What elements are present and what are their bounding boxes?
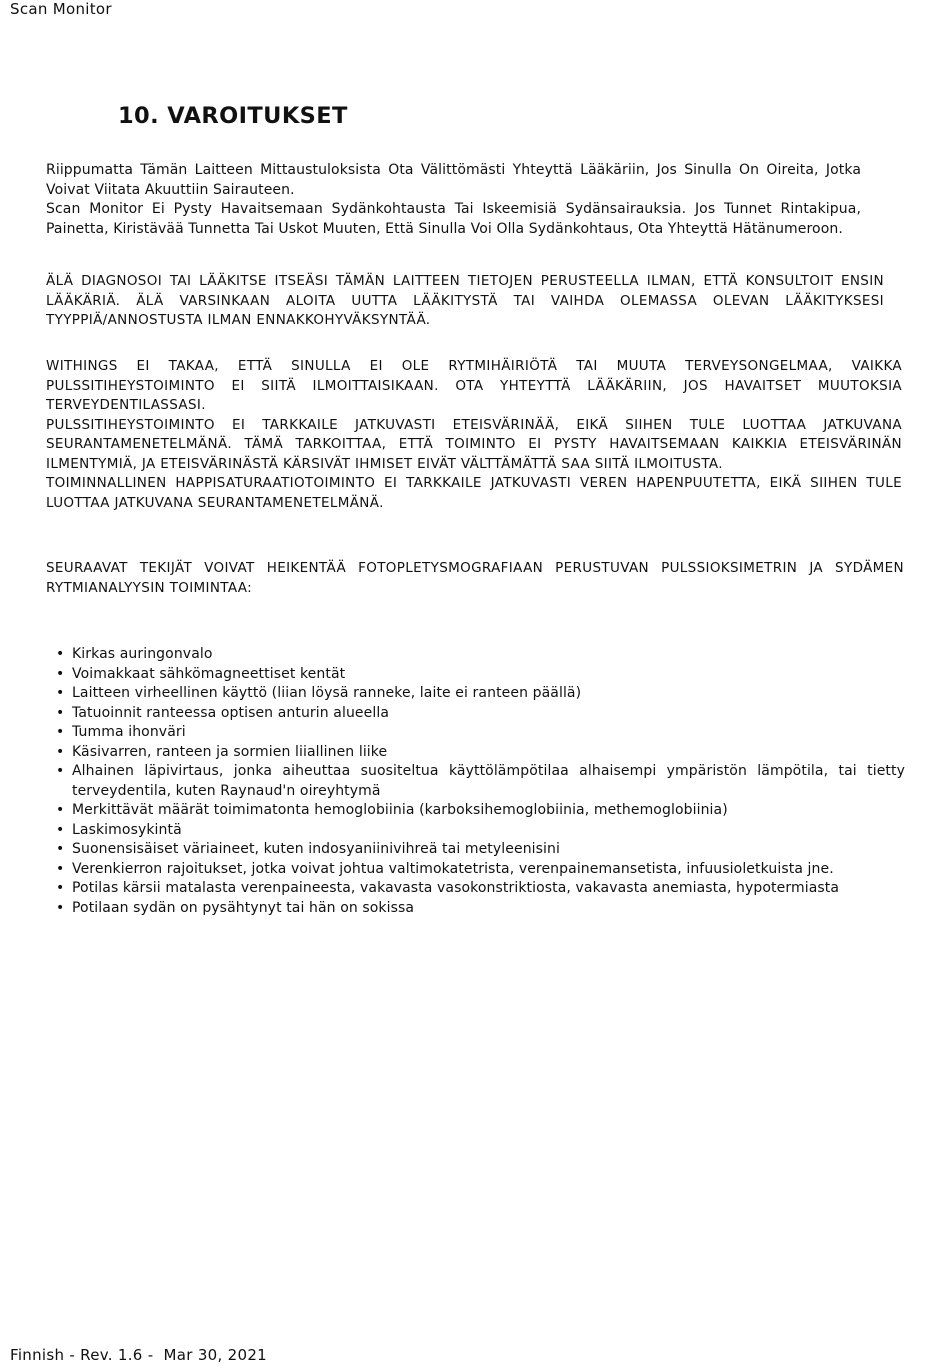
bullet-icon: • [56, 899, 65, 916]
warning-diagnose-paragraph [46, 272, 884, 331]
list-item: • Tumma ihonväri [56, 723, 905, 743]
bullet-icon: • [56, 724, 65, 740]
bullet-icon: • [56, 646, 65, 662]
factors-list [56, 645, 905, 918]
bullet-icon: • [56, 704, 65, 721]
warning-diagnose-text: ÄLÄ DIAGNOSOI TAI LÄÄKITSE ITSEÄSI TÄMÄN LAITTEEN TIETOJEN PERUSTEELLA ILMAN, ETTÄ KONSULTOIT ENSIN LÄÄKÄRIÄ. ÄLÄ VARSINKAAN ALOITA UUTTA LÄÄKITYSTÄ TAI VAIHDA OLEMASSA OLEVAN LÄÄKITYKSESI TYYPPIÄ/ANNOSTUSTA ILMAN ENNAKKOHYVÄKSYNTÄÄ. [46, 273, 884, 328]
footer-revision: Finnish - Rev. 1.6 - Mar 30, 2021 [10, 1346, 268, 1364]
bullet-icon: • [56, 743, 65, 760]
intro-line: Riippumatta Tämän Laitteen Mittaustuloksista Ota Välittömästi Yhteyttä Lääkäriin, Jos Sinulla On Oireita, Jotka Voivat Viitata Akuuttiin Sairauteen. [46, 162, 861, 198]
warning-withings-line: WITHINGS EI TAKAA, ETTÄ SINULLA EI OLE RYTMIHÄIRIÖTÄ TAI MUUTA TERVEYSONGELMAA, VAIKKA PULSSITIHEYSTOIMINTO EI SIITÄ ILMOITTAISIKAAN. OTA YHTEYTTÄ LÄÄKÄRIIN, JOS HAVAITSET MUUTOKSIA TERVEYDENTILASSASI. [46, 358, 902, 413]
list-item: • Alhainen läpivirtaus, jonka aiheuttaa suositeltua käyttölämpötilaa alhaisempi ympäristön lämpötila, tai tietty terveydentila, kuten Raynaud'n oireyhtymä [56, 763, 905, 799]
list-item: • Verenkierron rajoitukset, jotka voivat johtua valtimokatetrista, verenpainemansetista, infuusioletkuista jne. [56, 860, 905, 880]
bullet-icon: • [56, 841, 65, 857]
bullet-icon: • [56, 665, 65, 682]
list-item: • Voimakkaat sähkömagneettiset kentät [56, 665, 905, 685]
list-item: • Käsivarren, ranteen ja sormien liiallinen liike [56, 743, 905, 763]
bullet-icon: • [56, 821, 65, 838]
factors-intro-text: SEURAAVAT TEKIJÄT VOIVAT HEIKENTÄÄ FOTOPLETYSMOGRAFIAAN PERUSTUVAN PULSSIOKSIMETRIN JA SYDÄMEN RYTMIANALYYSIN TOIMINTAA: [46, 560, 904, 596]
warning-withings-line: TOIMINNALLINEN HAPPISATURAATIOTOIMINTO EI TARKKAILE JATKUVASTI VEREN HAPENPUUTETTA, EIKÄ SIIHEN TULE LUOTTAA JATKUVANA SEURANTAMENETELMÄNÄ. [46, 475, 902, 511]
list-item: • Laitteen virheellinen käyttö (liian löysä ranneke, laite ei ranteen päällä) [56, 684, 905, 704]
bullet-icon: • [56, 685, 65, 701]
list-item: • Potilaan sydän on pysähtynyt tai hän on sokissa [56, 899, 905, 919]
intro-paragraph [46, 161, 861, 239]
section-title: 10. VAROITUKSET [118, 103, 348, 129]
list-item: • Merkittävät määrät toimimatonta hemoglobiinia (karboksihemoglobiinia, methemoglobiinia) [56, 801, 905, 821]
bullet-icon: • [56, 763, 65, 779]
bullet-icon: • [56, 802, 65, 818]
factors-intro-paragraph [46, 559, 904, 598]
intro-line: Scan Monitor Ei Pysty Havaitsemaan Sydänkohtausta Tai Iskeemisiä Sydänsairauksia. Jos Tunnet Rintakipua, Painetta, Kiristävää Tunnetta Tai Uskot Muuten, Että Sinulla Voi Olla Sydänkohtaus, Ota Yhteyttä Hätänumeroon. [46, 201, 861, 237]
list-item: • Potilas kärsii matalasta verenpaineesta, vakavasta vasokonstriktiosta, vakavasta anemiasta, hypotermiasta [56, 879, 905, 899]
warning-withings-paragraph [46, 357, 902, 513]
bullet-icon: • [56, 860, 65, 877]
list-item: • Laskimosykintä [56, 821, 905, 841]
bullet-icon: • [56, 880, 65, 896]
list-item: • Tatuoinnit ranteessa optisen anturin alueella [56, 704, 905, 724]
list-item: • Suonensisäiset väriaineet, kuten indosyaniinivihreä tai metyleenisini [56, 840, 905, 860]
warning-withings-line: PULSSITIHEYSTOIMINTO EI TARKKAILE JATKUVASTI ETEISVÄRINÄÄ, EIKÄ SIIHEN TULE LUOTTAA JATKUVANA SEURANTAMENETELMÄNÄ. TÄMÄ TARKOITTAA, ETTÄ TOIMINTO EI PYSTY HAVAITSEMAAN KAIKKIA ETEISVÄRINÄN ILMENTYMIÄ, JA ETEISVÄRINÄSTÄ KÄRSIVÄT IHMISET EIVÄT VÄLTTÄMÄTTÄ SAA SIITÄ ILMOITUSTA. [46, 416, 902, 472]
list-item: • Kirkas auringonvalo [56, 645, 905, 665]
header-app-name: Scan Monitor [10, 0, 112, 18]
